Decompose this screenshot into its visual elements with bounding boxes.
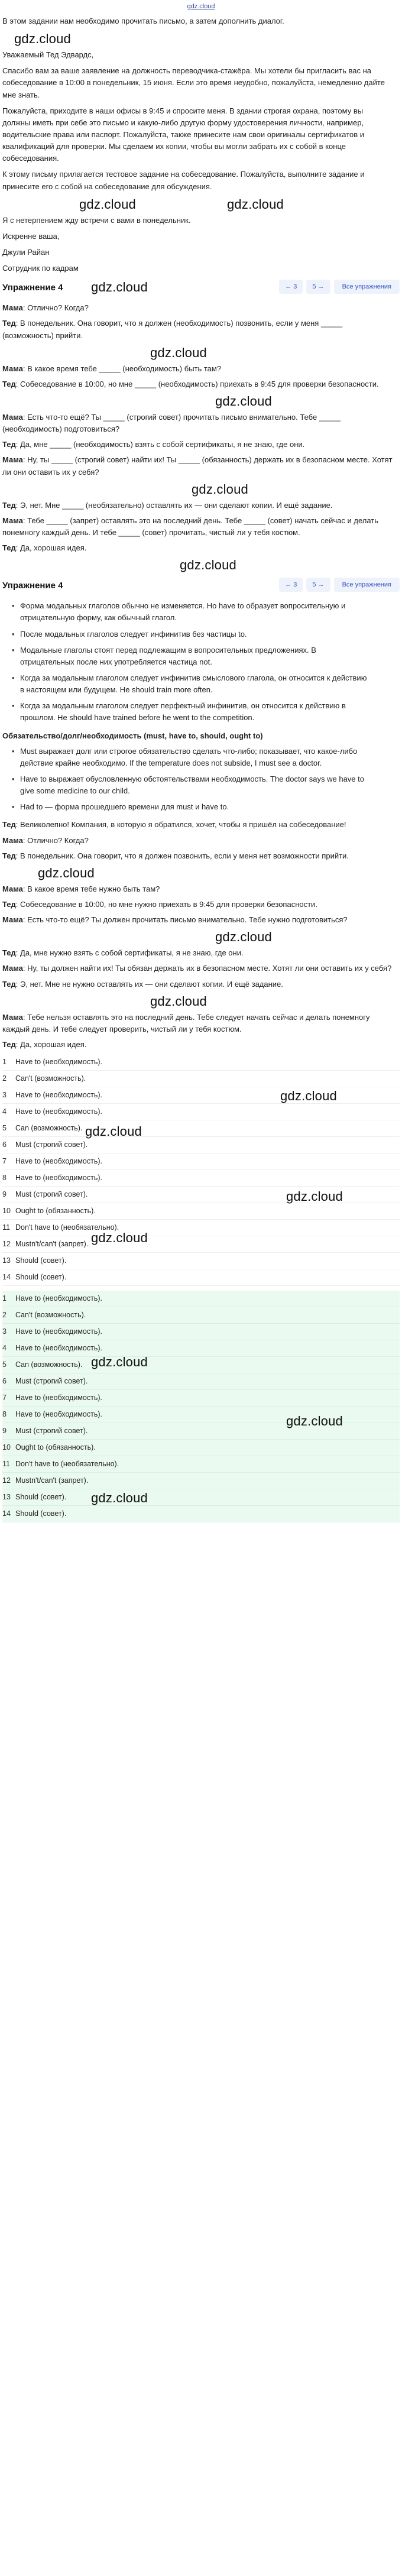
dialog-line: Тед: Да, хорошая идея. <box>2 543 87 553</box>
watermark-row <box>2 994 400 1009</box>
obligation-rules-list <box>2 746 400 814</box>
dialog-text: Отлично? Когда? <box>27 303 89 313</box>
dialog-text: Э, нет. Мне не нужно оставлять их — они сделают копии. И ещё задание. <box>20 979 283 989</box>
answer-item <box>2 1203 400 1220</box>
speaker-name: Тед <box>2 899 16 909</box>
speaker-name: Мама <box>2 364 23 373</box>
answer-text: Mustn't/can't (запрет). <box>15 1476 89 1485</box>
dialog-text: Да, хорошая идея. <box>20 543 87 553</box>
next-exercise-button[interactable]: 5 → <box>306 280 330 294</box>
answer-item <box>2 1390 400 1407</box>
dialog-line: Тед: В понедельник. Она говорит, что я должен (необходимость) позвонить, если у меня _____ (возможность) прийти. <box>2 319 343 340</box>
dialog-text: Да, мне _____ (необходимость) взять с собой сертификаты, я не знаю, где они. <box>20 440 305 449</box>
all-exercises-button[interactable]: Все упражнения <box>334 578 400 592</box>
speaker-name: Мама <box>2 964 23 973</box>
exercise-pager <box>279 578 400 592</box>
exercise-pager <box>279 280 400 294</box>
letter-paragraph: Сотрудник по кадрам <box>2 264 79 273</box>
answer-text: Don't have to (необязательно). <box>15 1223 119 1232</box>
watermark: gdz.cloud <box>180 558 236 573</box>
answer-number: 13 <box>2 1492 11 1501</box>
answer-number: 1 <box>2 1057 7 1066</box>
watermark: gdz.cloud <box>215 394 272 409</box>
dialog-text: Ну, ты _____ (строгий совет) найти их! Ты _____ (обязанность) держать их в безопасном месте. Хотят ли они оставить их у себя? <box>2 455 393 477</box>
dialog-text: Тебе _____ (запрет) оставлять это на последний день. Тебе _____ (совет) начать сейчас и делать понемногу каждый день. И тебе _____ (совет) прочитать, чистый ли у тебя костюм. <box>2 516 379 537</box>
answer-text: Have to (необходимость). <box>15 1327 102 1336</box>
dialog-line: Мама: В какое время тебе нужно быть там? <box>2 884 160 893</box>
answer-item <box>2 1324 400 1340</box>
watermark: gdz.cloud <box>91 1490 148 1506</box>
answer-number: 8 <box>2 1173 7 1182</box>
answer-number: 14 <box>2 1509 11 1518</box>
letter-paragraph: Я с нетерпением жду встречи с вами в понедельник. <box>2 215 191 225</box>
rule-item: • Форма модальных глаголов обычно не изменяется. Но have to образует вопросительную и отрицательную форму, как обычный глагол. <box>13 600 368 624</box>
watermark: gdz.cloud <box>91 1230 148 1246</box>
answer-text: Mustn't/can't (запрет). <box>15 1239 89 1248</box>
obligation-heading: Обязательство/долг/необходимость (must, have to, should, ought to) <box>2 731 263 740</box>
answer-text: Must (строгий совет). <box>15 1376 88 1385</box>
answer-text: Can't (возможность). <box>15 1074 86 1083</box>
answer-number: 2 <box>2 1074 7 1083</box>
answer-item <box>2 1307 400 1324</box>
dialog-line: Тед: Да, мне нужно взять с собой сертификаты, я не знаю, где они. <box>2 948 244 958</box>
dialog-task <box>2 302 400 554</box>
answer-text: Have to (необходимость). <box>15 1409 102 1418</box>
answer-item <box>2 1071 400 1087</box>
answer-text: Should (совет). <box>15 1272 67 1281</box>
dialog-line: Тед: Собеседование в 10:00, но мне нужно приехать в 9:45 для проверки безопасности. <box>2 899 317 909</box>
speaker-name: Мама <box>2 413 23 422</box>
dialog-text: Есть что-то ещё? Ты _____ (строгий совет) прочитать письмо внимательно. Тебе _____ (необходимость) подготовиться? <box>2 413 341 434</box>
answer-number: 9 <box>2 1190 7 1198</box>
answer-item <box>2 1087 400 1104</box>
answer-number: 10 <box>2 1443 11 1451</box>
answer-item <box>2 1357 400 1373</box>
answer-text: Can (возможность). <box>15 1360 83 1369</box>
watermark: gdz.cloud <box>14 31 71 47</box>
answer-number: 11 <box>2 1223 10 1232</box>
watermark-row <box>2 197 400 212</box>
speaker-name: Тед <box>2 820 16 829</box>
dialog-line: Тед: Да, хорошая идея. <box>2 1039 87 1049</box>
answer-item <box>2 1104 400 1120</box>
answer-text: Have to (необходимость). <box>15 1090 102 1099</box>
watermark-row <box>2 482 400 497</box>
dialog-line: Тед: В понедельник. Она говорит, что я должен позвонить, если у меня нет возможности прийти. <box>2 851 349 860</box>
speaker-name: Тед <box>2 979 16 989</box>
intro-text: В этом задании нам необходимо прочитать письмо, а затем дополнить диалог. <box>2 17 284 26</box>
speaker-name: Тед <box>2 379 16 388</box>
answer-item <box>2 1291 400 1307</box>
speaker-name: Мама <box>2 516 23 525</box>
watermark: gdz.cloud <box>227 196 284 212</box>
speaker-name: Тед <box>2 319 16 328</box>
letter-paragraph: К этому письму прилагается тестовое задание на собеседование. Пожалуйста, выполните задание и принесите его с собой на собеседование для обсуждения. <box>2 170 365 191</box>
speaker-name: Тед <box>2 851 16 860</box>
dialog-text: Да, хорошая идея. <box>20 1039 87 1049</box>
answer-text: Should (совет). <box>15 1492 67 1501</box>
answer-text: Can (возможность). <box>15 1123 83 1132</box>
watermark-row <box>2 558 400 573</box>
answers-list <box>2 1054 400 1286</box>
rule-item: • Had to — форма прошедшего времени для must и have to. <box>13 801 368 813</box>
letter-paragraph: Уважаемый Тед Эдвардс, <box>2 50 94 60</box>
dialog-text: Собеседование в 10:00, но мне нужно приехать в 9:45 для проверки безопасности. <box>20 899 317 909</box>
answer-number: 10 <box>2 1206 11 1215</box>
watermark-row <box>2 31 400 47</box>
answer-item <box>2 1489 400 1506</box>
answer-item <box>2 1253 400 1269</box>
answer-number: 5 <box>2 1360 7 1369</box>
dialog-line: Мама: Есть что-то ещё? Ты должен прочитать письмо внимательно. Тебе нужно подготовиться? <box>2 915 348 925</box>
dialog-text: Собеседование в 10:00, но мне _____ (необходимость) приехать в 9:45 для проверки безопасности. <box>20 379 379 388</box>
rule-item: • Когда за модальным глаголом следует перфектный инфинитив, он относится к действию в прошлом. He should have trained before he went to the competition. <box>13 700 368 724</box>
dialog-line: Мама: Тебе _____ (запрет) оставлять это на последний день. Тебе _____ (совет) начать сейчас и делать понемногу каждый день. И тебе _____ (совет) прочитать, чистый ли у тебя костюм. <box>2 516 379 537</box>
speaker-name: Мама <box>2 835 23 845</box>
dialog-line: Тед: Э, нет. Мне _____ (необязательно) оставлять их — они сделают копии. И ещё задание. <box>2 500 333 510</box>
answer-number: 6 <box>2 1140 7 1149</box>
dialog-text: Тебе нельзя оставлять это на последний день. Тебе следует начать сейчас и делать понемногу каждый день. И тебе следует проверить, чистый ли у тебя костюм. <box>2 1012 370 1033</box>
letter-paragraph: Джули Райан <box>2 248 50 257</box>
answer-text: Have to (необходимость). <box>15 1343 102 1352</box>
answer-number: 9 <box>2 1426 7 1435</box>
dialog-line: Тед: Великолепно! Компания, в которую я обратился, хочет, чтобы я пришёл на собеседование! <box>2 820 346 829</box>
answer-item <box>2 1373 400 1390</box>
answer-text: Should (совет). <box>15 1256 67 1265</box>
watermark: gdz.cloud <box>38 865 95 880</box>
answer-number: 4 <box>2 1343 7 1352</box>
answer-number: 8 <box>2 1409 7 1418</box>
dialog-line: Мама: Отлично? Когда? <box>2 303 89 313</box>
watermark-row <box>2 394 400 409</box>
answer-number: 12 <box>2 1239 11 1248</box>
watermark: gdz.cloud <box>150 345 207 360</box>
dialog-answer <box>2 819 400 1051</box>
watermark: gdz.cloud <box>79 196 136 212</box>
speaker-name: Мама <box>2 1012 23 1022</box>
dialog-line: Мама: Тебе нельзя оставлять это на последний день. Тебе следует начать сейчас и делать понемногу каждый день. И тебе следует проверить, чистый ли у тебя костюм. <box>2 1012 370 1033</box>
answer-text: Should (совет). <box>15 1509 67 1518</box>
watermark: gdz.cloud <box>192 481 248 497</box>
answer-number: 3 <box>2 1327 7 1336</box>
answer-item <box>2 1153 400 1170</box>
answer-number: 12 <box>2 1476 11 1485</box>
speaker-name: Тед <box>2 948 16 958</box>
speaker-name: Мама <box>2 455 23 465</box>
watermark: gdz.cloud <box>215 929 272 945</box>
dialog-text: В какое время тебе _____ (необходимость) быть там? <box>27 364 222 373</box>
answer-item <box>2 1137 400 1153</box>
answer-text: Must (строгий совет). <box>15 1190 88 1198</box>
answer-item <box>2 1456 400 1473</box>
answer-number: 7 <box>2 1393 7 1402</box>
answer-text: Have to (необходимость). <box>15 1156 102 1165</box>
answer-text: Must (строгий совет). <box>15 1426 88 1435</box>
all-exercises-button[interactable]: Все упражнения <box>334 280 400 294</box>
speaker-name: Мама <box>2 915 23 925</box>
answer-number: 3 <box>2 1090 7 1099</box>
speaker-name: Тед <box>2 440 16 449</box>
watermark-row <box>2 866 400 881</box>
answer-item <box>2 1054 400 1071</box>
watermark: gdz.cloud <box>280 1088 337 1104</box>
speaker-name: Тед <box>2 500 16 510</box>
exercise-title: Упражнение 4 <box>2 282 63 293</box>
answer-text: Can't (возможность). <box>15 1310 86 1319</box>
answers-block-1 <box>2 1054 400 1286</box>
answer-number: 2 <box>2 1310 7 1319</box>
speaker-name: Тед <box>2 543 16 553</box>
answers-list-highlighted <box>2 1291 400 1522</box>
answer-text: Don't have to (необязательно). <box>15 1459 119 1468</box>
answer-item <box>2 1473 400 1489</box>
dialog-text: Э, нет. Мне _____ (необязательно) оставлять их — они сделают копии. И ещё задание. <box>20 500 333 510</box>
rule-item: • Когда за модальным глаголом следует инфинитив смыслового глагола, он относится к действию в настоящем или будущем. He should train more often. <box>13 672 368 696</box>
speaker-name: Тед <box>2 1039 16 1049</box>
answer-text: Have to (необходимость). <box>15 1294 102 1302</box>
answer-number: 7 <box>2 1156 7 1165</box>
answer-text: Have to (необходимость). <box>15 1057 102 1066</box>
dialog-text: Ну, ты должен найти их! Ты обязан держать их в безопасном месте. Хотят ли они оставить их у себя? <box>27 964 392 973</box>
answer-item <box>2 1269 400 1286</box>
dialog-text: В понедельник. Она говорит, что я должен (необходимость) позвонить, если у меня _____ (возможность) прийти. <box>2 319 343 340</box>
answers-block-2 <box>2 1291 400 1522</box>
answer-number: 11 <box>2 1459 10 1468</box>
answer-item <box>2 1120 400 1137</box>
answer-number: 4 <box>2 1107 7 1116</box>
answer-item <box>2 1236 400 1253</box>
prev-exercise-button[interactable]: ← 3 <box>279 280 303 294</box>
watermark: gdz.cloud <box>91 280 148 295</box>
dialog-text: Отлично? Когда? <box>27 835 89 845</box>
dialog-line: Мама: Отлично? Когда? <box>2 835 89 845</box>
letter-paragraph: Искренне ваша, <box>2 231 60 241</box>
watermark: gdz.cloud <box>286 1414 343 1429</box>
dialog-line: Мама: Ну, ты должен найти их! Ты обязан держать их в безопасном месте. Хотят ли они оставить их у себя? <box>2 964 392 973</box>
rule-item: • Have to выражает обусловленную обстоятельствами необходимость. The doctor says we have to give some medicine to our child. <box>13 773 368 797</box>
rule-item: • Must выражает долг или строгое обязательство сделать что-либо; показывает, что какое-либо действие крайне необходимо. If the temperature does not subside, I must see a doctor. <box>13 746 368 769</box>
dialog-line: Тед: Собеседование в 10:00, но мне _____ (необходимость) приехать в 9:45 для проверки безопасности. <box>2 379 379 388</box>
answer-text: Have to (необходимость). <box>15 1107 102 1116</box>
answer-number: 1 <box>2 1294 7 1302</box>
watermark-row <box>2 345 400 361</box>
letter-paragraph: Спасибо вам за ваше заявление на должность переводчика-стажёра. Мы хотели бы пригласить вас на собеседование в 10:00 в понедельник, 15 июня. Если это время неудобно, пожалуйста, немедленно дайте мне знать. <box>2 66 385 99</box>
answer-number: 6 <box>2 1376 7 1385</box>
answer-text: Have to (необходимость). <box>15 1173 102 1182</box>
dialog-line: Тед: Э, нет. Мне не нужно оставлять их — они сделают копии. И ещё задание. <box>2 979 283 989</box>
watermark: gdz.cloud <box>150 993 207 1009</box>
watermark-row <box>2 929 400 945</box>
dialog-line: Мама: Ну, ты _____ (строгий совет) найти их! Ты _____ (обязанность) держать их в безопасном месте. Хотят ли они оставить их у себя? <box>2 455 393 477</box>
dialog-text: В какое время тебе нужно быть там? <box>27 884 160 893</box>
dialog-text: Великолепно! Компания, в которую я обратился, хочет, чтобы я пришёл на собеседование! <box>20 820 346 829</box>
speaker-name: Мама <box>2 303 23 313</box>
answer-item <box>2 1340 400 1357</box>
dialog-line: Тед: Да, мне _____ (необходимость) взять с собой сертификаты, я не знаю, где они. <box>2 440 305 449</box>
answer-text: Ought to (обязанность). <box>15 1443 96 1451</box>
answer-number: 14 <box>2 1272 11 1281</box>
answer-number: 13 <box>2 1256 11 1265</box>
dialog-text: В понедельник. Она говорит, что я должен позвонить, если у меня нет возможности прийти. <box>20 851 349 860</box>
rule-item: • Модальные глаголы стоят перед подлежащим в вопросительных предложениях. В отрицательных после них употребляется частица not. <box>13 644 368 668</box>
answer-item <box>2 1220 400 1236</box>
watermark: gdz.cloud <box>286 1189 343 1204</box>
rule-item: • После модальных глаголов следует инфинитив без частицы to. <box>13 628 368 640</box>
letter-paragraph: Пожалуйста, приходите в наши офисы в 9:45 и спросите меня. В здании строгая охрана, поэтому вы должны иметь при себе это письмо и какую-либо другую форму удостоверения личности, например, водительские права или паспорт. Пожалуйста, также принесите нам свои оригиналы сертификатов и квалификаций для проверки. Мы сделаем их копии, чтобы вы могли забрать их с собой в конце собеседования. <box>2 106 365 163</box>
answer-number: 5 <box>2 1123 7 1132</box>
dialog-text: Да, мне нужно взять с собой сертификаты, я не знаю, где они. <box>20 948 244 958</box>
answer-item <box>2 1170 400 1187</box>
answer-text: Have to (необходимость). <box>15 1393 102 1402</box>
answer-item <box>2 1440 400 1456</box>
brand-link[interactable]: gdz.cloud <box>187 3 215 10</box>
answer-text: Ought to (обязанность). <box>15 1206 96 1215</box>
letter <box>2 31 400 274</box>
dialog-line: Мама: В какое время тебе _____ (необходимость) быть там? <box>2 364 222 373</box>
exercise-header-2 <box>2 576 400 594</box>
watermark: gdz.cloud <box>91 1355 148 1370</box>
prev-exercise-button[interactable]: ← 3 <box>279 578 303 592</box>
watermark: gdz.cloud <box>85 1124 142 1139</box>
next-exercise-button[interactable]: 5 → <box>306 578 330 592</box>
answer-item <box>2 1506 400 1522</box>
modal-rules-list <box>2 600 400 724</box>
answer-text: Must (строгий совет). <box>15 1140 88 1149</box>
speaker-name: Мама <box>2 884 23 893</box>
dialog-line: Мама: Есть что-то ещё? Ты _____ (строгий совет) прочитать письмо внимательно. Тебе _____ (необходимость) подготовиться? <box>2 413 341 434</box>
dialog-text: Есть что-то ещё? Ты должен прочитать письмо внимательно. Тебе нужно подготовиться? <box>27 915 348 925</box>
exercise-title: Упражнение 4 <box>2 580 63 591</box>
exercise-header-1 <box>2 278 400 296</box>
